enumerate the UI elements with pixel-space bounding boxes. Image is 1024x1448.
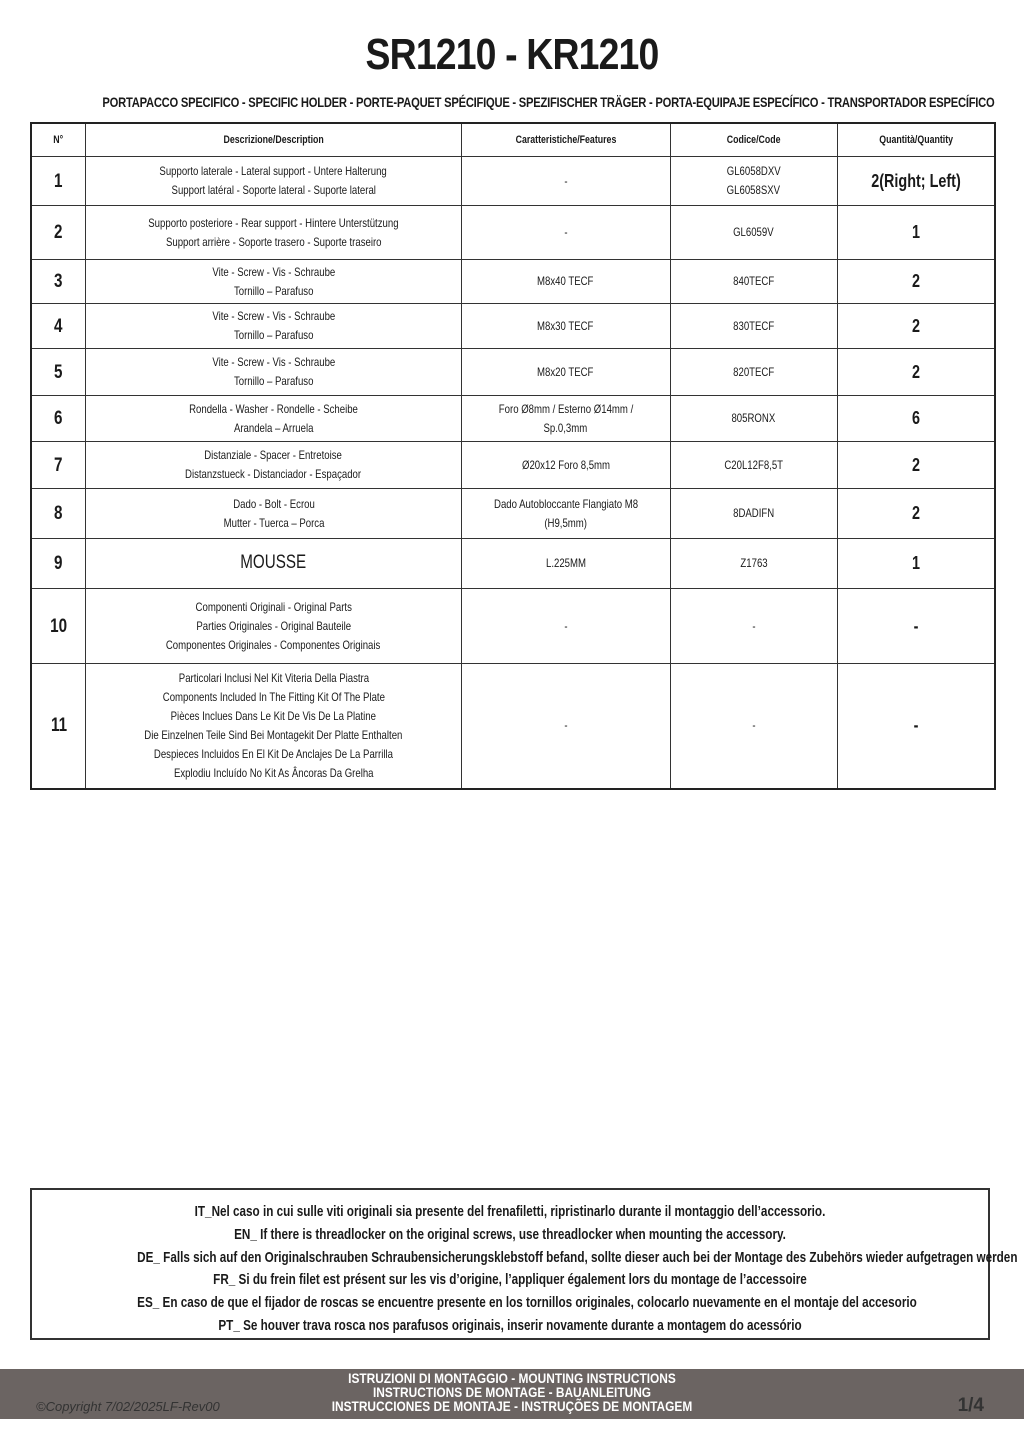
item-features [461,442,670,489]
item-code [670,539,837,589]
cell-text: M8x20 TECF [537,364,594,379]
item-description [86,589,462,664]
cell-text: Caratteristiche/Features [515,134,617,146]
column-header [31,123,86,157]
item-code [670,260,837,304]
cell-text: Componentes Originales - Componentes Originais [166,637,381,652]
item-features [461,539,670,589]
cell-text: Tornillo – Parafuso [233,283,314,298]
cell-text: 2 [911,503,920,523]
cell-text: 5 [54,361,63,383]
cell-text: - [564,225,568,239]
item-number [31,489,86,539]
cell-text: Tornillo – Parafuso [233,328,314,342]
cell-text: Support latéral - Soporte lateral - Suporte lateral [171,183,376,197]
cell-text: - [752,718,756,733]
page-number: 1/4 [957,1395,984,1416]
item-code [670,157,837,206]
item-number [31,396,86,442]
item-quantity [837,304,995,349]
item-quantity [837,589,995,664]
note-line: PT_ Se houver trava rosca nos parafusos originais, inserir novamente durante a montagem do acessório [218,1316,802,1334]
cell-text: - [913,615,919,636]
cell-text: 10 [50,615,68,637]
item-description [86,539,462,589]
item-quantity [837,489,995,539]
item-description [86,157,462,206]
table-row [31,206,995,260]
column-header [837,123,995,157]
cell-text: Vite - Screw - Vis - Schraube [212,264,335,279]
document-subtitle: PORTAPACCO SPECIFICO - SPECIFIC HOLDER - PORTE-PAQUET SPÉCIFIQUE - SPEZIFISCHER TRÄGER - PORTA-EQUIPAJE ESPECÍFICO - TRANSPORTADOR ESPECÍFICO [102,94,995,110]
note-line: EN_ If there is threadlocker on the original screws, use threadlocker when mounting the accessory. [234,1225,786,1243]
table-row [31,304,995,349]
column-header [461,123,670,157]
item-quantity [837,442,995,489]
item-number [31,664,86,789]
item-number [31,589,86,664]
cell-text: 3 [54,271,63,292]
cell-text: 4 [54,315,63,337]
item-description [86,396,462,442]
cell-text: Particolari Inclusi Nel Kit Viteria Della Piastra [178,670,369,685]
note-line: IT_Nel caso in cui sulle viti originali sia presente del frenafiletti, ripristinarlo durante il montaggio dell’accessorio. [194,1203,826,1220]
item-description [86,442,462,489]
item-quantity [837,349,995,396]
cell-text: Codice/Code [726,134,781,146]
cell-text: Explodiu Incluído No Kit As Âncoras Da Grelha [173,765,374,780]
cell-text: Z1763 [740,556,768,570]
cell-text: - [564,173,568,188]
cell-text: Quantità/Quantity [878,134,953,146]
footer-title [262,1371,762,1413]
cell-text: Despieces Incluidos En El Kit De Anclajes De La Parrilla [153,746,394,761]
table-row [31,157,995,206]
cell-text: Components Included In The Fitting Kit Of The Plate [162,689,385,704]
cell-text: 11 [50,715,67,737]
item-features [461,396,670,442]
item-features [461,304,670,349]
cell-text: Supporto laterale - Lateral support - Untere Halterung [159,164,388,178]
cell-text: 2 [54,222,63,243]
item-number [31,206,86,260]
item-code [670,589,837,664]
item-quantity [837,539,995,589]
table-row [31,664,995,789]
cell-text: 830TECF [733,318,775,333]
cell-text: Parties Originales - Original Bauteile [196,618,351,633]
item-code [670,489,837,539]
cell-text: Componenti Originali - Original Parts [195,599,352,614]
cell-text: 9 [54,553,63,574]
note-line: ES_ En caso de que el fijador de roscas se encuentre presente en los tornillos originales, colocarlo nuevamente en el montaje del accesorio [137,1294,917,1312]
cell-text: 2 [911,315,920,336]
cell-text: GL6059V [733,225,774,239]
cell-text: 8DADIFN [733,506,775,520]
footer-title-line: ISTRUZIONI DI MONTAGGIO - MOUNTING INSTRUCTIONS [348,1370,676,1386]
cell-text: Descrizione/Description [223,134,324,146]
item-code [670,664,837,789]
item-features [461,589,670,664]
item-code [670,206,837,260]
cell-text: Arandela – Arruela [233,420,314,435]
item-features [461,157,670,206]
cell-text: 2 [911,271,920,291]
cell-text: N° [53,134,64,146]
cell-text: Dado - Bolt - Ecrou [232,496,315,511]
item-quantity [837,260,995,304]
cell-text: Mutter - Tuerca – Porca [223,515,324,530]
cell-text: Foro Ø8mm / Esterno Ø14mm / [498,401,633,416]
cell-text: Distanzstueck - Distanciador - Espaçador [185,467,362,481]
item-number [31,260,86,304]
item-quantity [837,206,995,260]
parts-table [30,122,996,790]
footer-title-line: INSTRUCTIONS DE MONTAGE - BAUANLEITUNG [372,1384,652,1400]
cell-text: M8x30 TECF [537,318,594,333]
cell-text: 1 [911,553,920,573]
footer-bar [0,1369,1024,1419]
cell-text: 6 [911,408,920,428]
item-number [31,349,86,396]
cell-text: 840TECF [733,274,775,288]
cell-text: 1 [911,222,920,242]
table-row [31,349,995,396]
table-row [31,260,995,304]
cell-text: - [564,618,568,633]
item-features [461,489,670,539]
item-description [86,489,462,539]
table-row [31,396,995,442]
table-row [31,442,995,489]
table-row [31,539,995,589]
table-row [31,589,995,664]
item-code [670,396,837,442]
cell-text: Vite - Screw - Vis - Schraube [212,309,335,323]
cell-text: 1 [54,170,63,192]
item-description [86,349,462,396]
item-description [86,206,462,260]
cell-text: M8x40 TECF [537,274,594,288]
cell-text: Die Einzelnen Teile Sind Bei Montagekit Der Platte Enthalten [144,727,403,742]
cell-text: GL6058DXV [726,164,781,178]
cell-text: MOUSSE [240,552,307,573]
cell-text: 7 [54,454,63,476]
cell-text: Pièces Inclues Dans Le Kit De Vis De La Platine [170,708,377,723]
document-title: SR1210 - KR1210 [365,30,659,79]
cell-text: Support arrière - Soporte trasero - Suporte traseiro [165,234,382,249]
item-number [31,304,86,349]
column-header [670,123,837,157]
cell-text: 2 [911,454,920,475]
cell-text: - [752,618,756,633]
item-number [31,539,86,589]
table-row [31,489,995,539]
note-line: FR_ Si du frein filet est présent sur les vis d’origine, l’appliquer également lors du montage de l’accessoire [213,1271,807,1289]
item-description [86,260,462,304]
item-quantity [837,664,995,789]
cell-text: 2(Right; Left) [871,170,961,191]
item-features [461,260,670,304]
cell-text: - [564,718,568,733]
cell-text: 6 [54,408,63,429]
cell-text: Tornillo – Parafuso [233,374,314,388]
cell-text: (H9,5mm) [544,515,588,530]
item-code [670,304,837,349]
cell-text: Supporto posteriore - Rear support - Hintere Unterstützung [148,215,399,230]
cell-text: L.225MM [545,556,586,570]
copyright: ©Copyright 7/02/2025LF-Rev00 [36,1399,220,1414]
cell-text: Rondella - Washer - Rondelle - Scheibe [189,401,358,416]
cell-text: 805RONX [731,411,776,425]
cell-text: Sp.0,3mm [543,420,588,435]
cell-text: Distanziale - Spacer - Entretoise [204,448,343,462]
cell-text: GL6058SXV [727,183,781,197]
item-features [461,664,670,789]
cell-text: - [913,715,919,736]
item-quantity [837,157,995,206]
item-features [461,206,670,260]
item-number [31,442,86,489]
column-header [86,123,462,157]
cell-text: Ø20x12 Foro 8,5mm [521,457,610,472]
item-description [86,664,462,789]
footer-title-line: INSTRUCCIONES DE MONTAJE - INSTRUÇÕES DE MONTAGEM [331,1398,693,1414]
cell-text: 8 [54,503,63,524]
item-code [670,349,837,396]
cell-text: 820TECF [733,364,775,379]
cell-text: Dado Autobloccante Flangiato M8 [493,496,638,511]
item-number [31,157,86,206]
threadlocker-notes [30,1188,1018,1340]
cell-text: C20L12F8,5T [724,457,784,472]
note-line: DE_ Falls sich auf den Originalschrauben Schraubensicherungsklebstoff befand, sollte dieser auch bei der Montage des Zubehörs wieder aufgetragen werden [137,1248,1018,1266]
cell-text: Vite - Screw - Vis - Schraube [212,355,335,369]
item-description [86,304,462,349]
item-quantity [837,396,995,442]
item-code [670,442,837,489]
item-features [461,349,670,396]
cell-text: 2 [911,361,920,382]
